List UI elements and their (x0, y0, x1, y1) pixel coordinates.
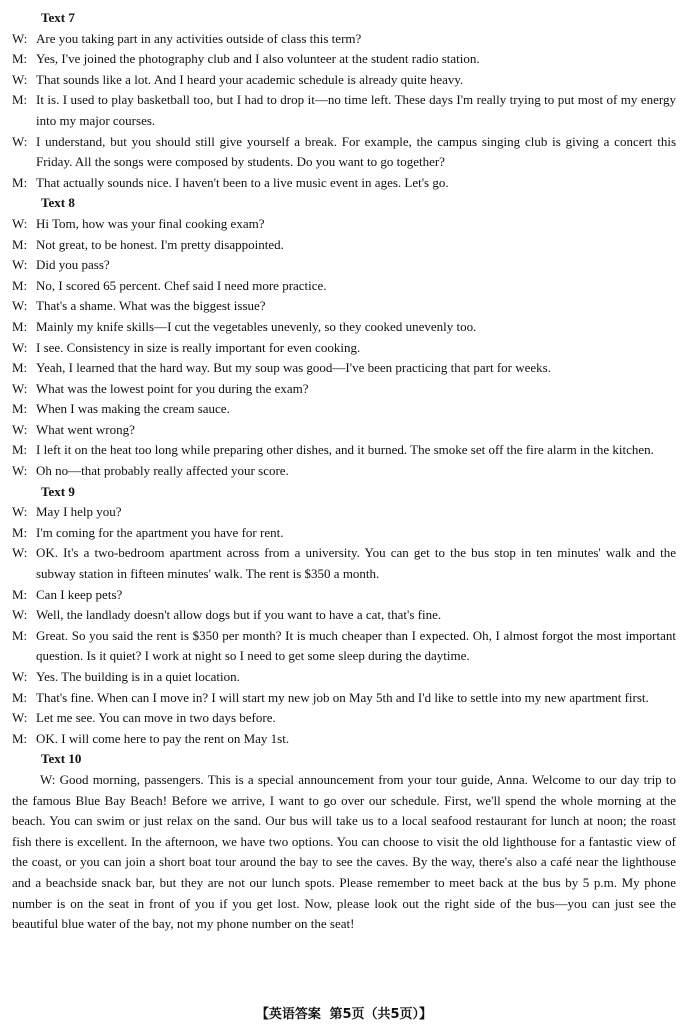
speaker-label: M: (12, 442, 28, 458)
dialogue-line (12, 708, 676, 729)
utterance-text: Mainly my knife skills—I cut the vegetables unevenly, so they cooked unevenly too. (36, 318, 477, 334)
footer-label: 【英语答案 (255, 1007, 321, 1022)
footer-page-number: 第5页（共5页）】 (329, 1007, 433, 1022)
speaker-label: M: (12, 689, 28, 705)
dialogue-line (12, 626, 676, 667)
monologue-paragraph: W: Good morning, passengers. This is a special announcement from your tour guide, Anna. Welcome to our day trip to the famous Blue Bay Beach! Before we arrive, I want to go over our schedule. First, we'll spend the whole morning at the beach. You can swim or just relax on the sand. Our bus will take us to a local seafood restaurant for lunch at noon; the roast fish there is excellent. In the afternoon, we have two options. You can choose to visit the old lighthouse for a fantastic view of the coast, or you can join a short boat tour around the bay to see the caves. By the way, there's also a café near the lighthouse and a beachside snack bar, but they are not our lunch spots. Please remember to meet back at the bus by 5 p.m. My phone number is on the seat in front of you if you get lost. Now, please look out the right side of the bus—you can just see the beautiful blue water of the bay, not my phone number on the seat! (12, 771, 676, 932)
utterance-text: Did you pass? (36, 257, 110, 273)
utterance-text: That sounds like a lot. And I heard your academic schedule is already quite heavy. (36, 71, 464, 87)
dialogue-line (12, 543, 676, 584)
dialogue-line (12, 317, 676, 338)
speaker-label: M: (12, 627, 28, 643)
text-10-section (12, 749, 676, 934)
utterance-text: I see. Consistency in size is really important for even cooking. (36, 339, 361, 355)
utterance-text: May I help you? (36, 504, 122, 520)
utterance-text: Hi Tom, how was your final cooking exam? (36, 215, 265, 231)
speaker-label: M: (12, 401, 28, 417)
utterance-text: That's fine. When can I move in? I will start my new job on May 5th and I'd like to settle into my new apartment first. (36, 689, 649, 705)
speaker-label: W: (12, 298, 28, 314)
dialogue-line (12, 605, 676, 626)
utterance-text: What was the lowest point for you during the exam? (36, 380, 309, 396)
dialogue-line (12, 585, 676, 606)
dialogue-section (12, 8, 676, 193)
utterance-text: Yes. The building is in a quiet location. (36, 669, 240, 684)
speaker-label: M: (12, 360, 28, 376)
utterance-text: Let me see. You can move in two days before. (36, 710, 276, 726)
dialogue-line (12, 29, 676, 50)
speaker-label: W: (12, 71, 28, 87)
speaker-label: W: (12, 463, 28, 479)
dialogue-line (12, 255, 676, 276)
section-title: Text 10 (41, 751, 82, 767)
section-title: Text 9 (41, 483, 75, 499)
utterance-text: I'm coming for the apartment you have for rent. (36, 524, 284, 540)
speaker-label: W: (12, 545, 28, 561)
utterance-text: When I was making the cream sauce. (36, 401, 230, 417)
utterance-text: What went wrong? (36, 421, 135, 437)
speaker-label: W: (12, 133, 28, 149)
utterance-text: It is. I used to play basketball too, but I had to drop it—no time left. These days I'm really trying to put most of my energy into my major courses. (36, 92, 676, 128)
speaker-label: M: (12, 92, 28, 108)
dialogue-line (12, 358, 676, 379)
speaker-label: W: (12, 30, 28, 46)
section-title: Text 7 (41, 10, 75, 25)
utterance-text: I left it on the heat too long while preparing other dishes, and it burned. The smoke set off the fire alarm in the kitchen. (36, 442, 654, 458)
dialogue-section (12, 482, 676, 750)
dialogue-line (12, 523, 676, 544)
dialogue-sections (12, 8, 676, 749)
speaker-label: W: (12, 215, 28, 231)
speaker-label: W: (12, 339, 28, 355)
speaker-label: M: (12, 586, 28, 602)
utterance-text: Can I keep pets? (36, 586, 123, 602)
dialogue-line (12, 276, 676, 297)
utterance-text: OK. It's a two-bedroom apartment across from a university. You can get to the bus stop in ten minutes' walk and the subway station in fifteen minutes' walk. The rent is $350 a month. (36, 545, 676, 582)
speaker-label: M: (12, 277, 28, 293)
speaker-label: W: (12, 607, 28, 623)
speaker-label: W: (12, 710, 28, 726)
dialogue-line (12, 379, 676, 400)
speaker-label: W: (12, 504, 28, 520)
dialogue-line (12, 70, 676, 91)
utterance-text: Yeah, I learned that the hard way. But my soup was good—I've been practicing that part for weeks. (36, 360, 551, 376)
dialogue-line (12, 729, 676, 750)
utterance-text: That actually sounds nice. I haven't been to a live music event in ages. Let's go. (36, 174, 449, 190)
dialogue-line (12, 214, 676, 235)
utterance-text: Well, the landlady doesn't allow dogs but if you want to have a cat, that's fine. (36, 607, 442, 623)
dialogue-line (12, 688, 676, 709)
speaker-label: M: (12, 174, 28, 190)
dialogue-line (12, 49, 676, 70)
dialogue-line (12, 173, 676, 194)
speaker-label: W: (12, 257, 28, 273)
speaker-label: M: (12, 730, 28, 746)
utterance-text: OK. I will come here to pay the rent on May 1st. (36, 730, 290, 746)
dialogue-line (12, 502, 676, 523)
speaker-label: W: (12, 421, 28, 437)
dialogue-line (12, 296, 676, 317)
dialogue-line (12, 399, 676, 420)
utterance-text: Not great, to be honest. I'm pretty disappointed. (36, 236, 284, 252)
dialogue-line (12, 440, 676, 461)
utterance-text: Yes, I've joined the photography club and I also volunteer at the student radio station. (36, 51, 480, 67)
page-footer (0, 1003, 688, 1022)
utterance-text: That's a shame. What was the biggest issue? (36, 298, 266, 314)
speaker-label: W: (12, 380, 28, 396)
section-title: Text 8 (41, 195, 75, 211)
speaker-label: M: (12, 524, 28, 540)
dialogue-line (12, 132, 676, 173)
utterance-text: I understand, but you should still give yourself a break. For example, the campus singing club is giving a concert this Friday. All the songs were composed by students. Do you want to go together? (36, 133, 676, 170)
dialogue-line (12, 235, 676, 256)
dialogue-line (12, 667, 676, 688)
speaker-label: M: (12, 318, 28, 334)
utterance-text: Are you taking part in any activities outside of class this term? (36, 30, 362, 46)
speaker-label: M: (12, 51, 28, 67)
utterance-text: Great. So you said the rent is $350 per month? It is much cheaper than I expected. Oh, I almost forgot the most important question. Is it quiet? I work at night so I need to get some sleep during the daytime. (36, 627, 676, 664)
dialogue-section (12, 193, 676, 481)
dialogue-line (12, 90, 676, 131)
dialogue-line (12, 420, 676, 441)
utterance-text: No, I scored 65 percent. Chef said I need more practice. (36, 277, 327, 293)
dialogue-line (12, 461, 676, 482)
dialogue-line (12, 338, 676, 359)
utterance-text: Oh no—that probably really affected your score. (36, 463, 289, 479)
speaker-label: W: (12, 669, 28, 684)
speaker-label: M: (12, 236, 28, 252)
